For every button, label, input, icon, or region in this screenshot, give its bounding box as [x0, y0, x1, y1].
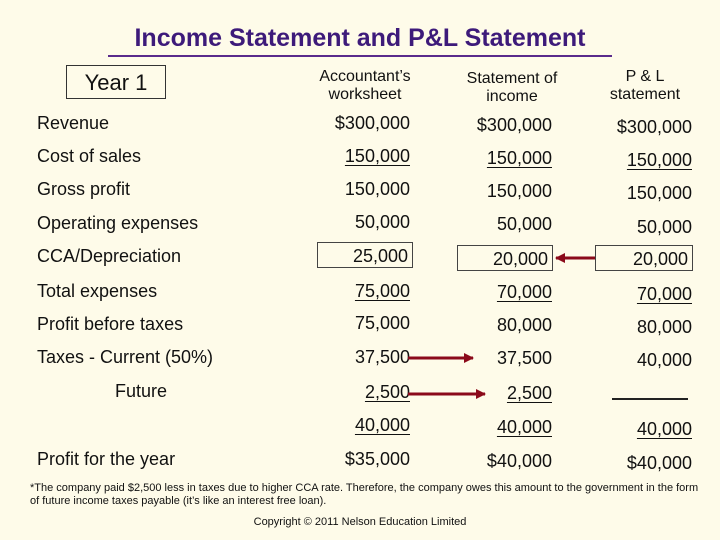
column-header-line: income — [486, 88, 538, 105]
cell-taxes-total-pl: 40,000 — [636, 419, 692, 439]
row-label-taxes-future: Future — [115, 381, 168, 401]
cell-taxes-total-accountant: 40,000 — [354, 415, 410, 435]
row-label-cca-depreciation: CCA/Depreciation — [37, 246, 182, 266]
cell-profit-before-taxes-income: 80,000 — [496, 315, 552, 335]
cell-profit-before-taxes-accountant: 75,000 — [354, 313, 410, 333]
copyright: Copyright © 2011 Nelson Education Limited — [253, 516, 467, 528]
page-title: Income Statement and P&L Statement — [134, 24, 586, 52]
row-label-revenue: Revenue — [37, 113, 110, 133]
cell-revenue-accountant: $300,000 — [334, 113, 410, 133]
cell-taxes-current-accountant: 37,500 — [354, 347, 410, 367]
cell-taxes-total-income: 40,000 — [496, 417, 552, 437]
cell-cca-income: 20,000 — [457, 245, 553, 271]
column-header-line: statement — [609, 86, 681, 103]
column-header-line: worksheet — [328, 86, 402, 103]
row-label-taxes-current: Taxes - Current (50%) — [37, 347, 214, 367]
cell-cost-of-sales-accountant: 150,000 — [344, 146, 410, 166]
cell-revenue-income: $300,000 — [476, 115, 552, 135]
cell-operating-expenses-income: 50,000 — [496, 214, 552, 234]
cell-taxes-future-income: 2,500 — [506, 383, 552, 403]
column-header-line: Statement of — [466, 70, 558, 87]
cell-total-expenses-income: 70,000 — [496, 282, 552, 302]
column-header-line: Accountant’s — [319, 68, 411, 85]
cell-cost-of-sales-income: 150,000 — [486, 148, 552, 168]
cell-cost-of-sales-pl: 150,000 — [626, 150, 692, 170]
year-label-box: Year 1 — [66, 65, 166, 99]
column-header-line: P & L — [625, 68, 665, 85]
cell-gross-profit-accountant: 150,000 — [344, 179, 410, 199]
cell-operating-expenses-pl: 50,000 — [636, 217, 692, 237]
cell-profit-for-year-income: $40,000 — [486, 451, 552, 471]
cell-operating-expenses-accountant: 50,000 — [354, 212, 410, 232]
row-label-operating-expenses: Operating expenses — [37, 213, 199, 233]
cell-gross-profit-pl: 150,000 — [626, 183, 692, 203]
cell-profit-before-taxes-pl: 80,000 — [636, 317, 692, 337]
row-label-profit-before-taxes: Profit before taxes — [37, 314, 184, 334]
cell-total-expenses-pl: 70,000 — [636, 284, 692, 304]
cell-taxes-future-accountant: 2,500 — [364, 382, 410, 402]
row-label-cost-of-sales: Cost of sales — [37, 146, 142, 166]
cell-total-expenses-accountant: 75,000 — [354, 281, 410, 301]
cell-profit-for-year-accountant: $35,000 — [344, 449, 410, 469]
cell-revenue-pl: $300,000 — [616, 117, 692, 137]
cell-gross-profit-income: 150,000 — [486, 181, 552, 201]
footnote: *The company paid $2,500 less in taxes due to higher CCA rate. Therefore, the company owes this amount to the government in the form of future income taxes payable (it’s like an interest free loan). — [30, 482, 699, 507]
cell-profit-for-year-pl: $40,000 — [626, 453, 692, 473]
cell-cca-accountant: 25,000 — [317, 242, 413, 268]
row-label-profit-for-year: Profit for the year — [37, 449, 176, 469]
cell-taxes-current-income: 37,500 — [496, 348, 552, 368]
row-label-gross-profit: Gross profit — [37, 179, 131, 199]
cell-taxes-current-pl: 40,000 — [636, 350, 692, 370]
cell-cca-pl: 20,000 — [595, 245, 693, 271]
row-label-total-expenses: Total expenses — [37, 281, 158, 301]
